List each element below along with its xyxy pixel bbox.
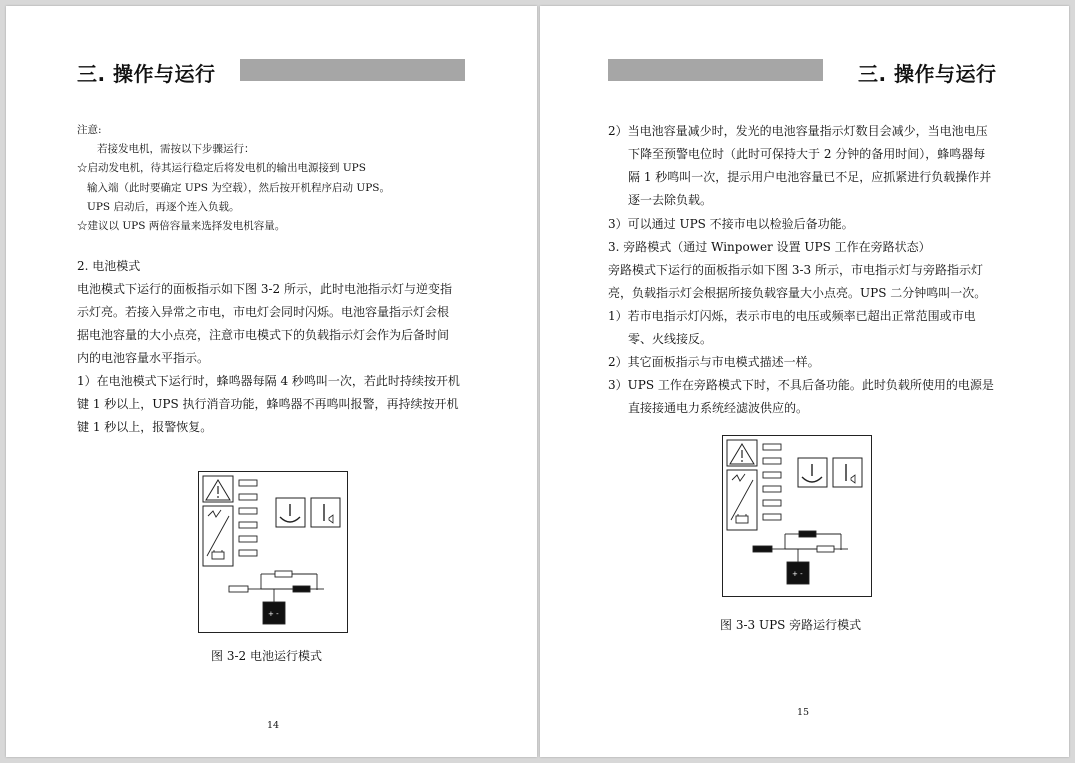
svg-text:+ -: + - <box>792 570 803 578</box>
figure-battery-mode-panel <box>198 471 348 633</box>
power-on-button-icon <box>798 458 827 487</box>
circuit-diagram-icon <box>753 531 848 584</box>
note-line: ☆建议以 UPS 两倍容量来选择发电机容量。 <box>77 220 286 232</box>
note-line: 输入端（此时要确定 UPS 为空载），然后按开机程序启动 UPS。 <box>87 182 390 194</box>
power-on-button-icon <box>276 498 305 527</box>
body-line: 电池模式下运行的面板指示如下图 3-2 所示，此时电池指示灯与逆变指 <box>77 282 452 296</box>
indicator-column-icon <box>727 470 757 530</box>
note-heading: 注意: <box>77 124 102 136</box>
figure-caption: 图 3-3 UPS 旁路运行模式 <box>720 618 862 632</box>
figure-caption: 图 3-2 电池运行模式 <box>211 649 322 663</box>
svg-text:+ -: + - <box>268 610 279 618</box>
body-line: 示灯亮。若接入异常之市电，市电灯会同时闪烁。电池容量指示灯会根 <box>77 305 450 319</box>
body-line: 2）当电池容量减少时，发光的电池容量指示灯数目会减少，当电池电压 <box>608 124 988 138</box>
body-line: 2）其它面板指示与市电模式描述一样。 <box>608 355 820 369</box>
page-left <box>6 6 537 757</box>
body-line: 据电池容量的大小点亮，注意市电模式下的负载指示灯会作为后备时间 <box>77 328 450 342</box>
header-bar <box>608 59 823 81</box>
led-indicators <box>239 480 257 556</box>
body-line: 亮，负载指示灯会根据所接负载容量大小点亮。UPS 二分钟鸣叫一次。 <box>608 286 987 300</box>
note-line: ☆启动发电机，待其运行稳定后将发电机的输出电源接到 UPS <box>77 162 366 174</box>
body-line: 旁路模式下运行的面板指示如下图 3-3 所示，市电指示灯与旁路指示灯 <box>608 263 983 277</box>
body-line: 3）可以通过 UPS 不接市电以检验后备功能。 <box>608 217 854 231</box>
body-line: 键 1 秒以上，报警恢复。 <box>77 420 213 434</box>
ups-panel-diagram <box>199 472 347 632</box>
body-line: 下降至预警电位时（此时可保持大于 2 分钟的备用时间），蜂鸣器每 <box>628 147 986 161</box>
section-heading: 2. 电池模式 <box>77 259 141 273</box>
warning-icon <box>727 440 757 466</box>
body-line: 3）UPS 工作在旁路模式下时，不具后备功能。此时负载所使用的电源是 <box>608 378 994 392</box>
circuit-diagram-icon <box>229 571 324 624</box>
body-line: 1）若市电指示灯闪烁，表示市电的电压或频率已超出正常范围或市电 <box>608 309 976 323</box>
page-title: 三. 操作与运行 <box>858 62 997 86</box>
body-line: 1）在电池模式下运行时，蜂鸣器每隔 4 秒鸣叫一次，若此时持续按开机 <box>77 374 460 388</box>
page-right <box>540 6 1069 757</box>
page-title: 三. 操作与运行 <box>77 62 216 86</box>
body-line: 直接接通电力系统经滤波供应的。 <box>628 401 809 415</box>
power-off-button-icon <box>833 458 862 487</box>
figure-bypass-mode-panel <box>722 435 872 597</box>
body-line: 键 1 秒以上，UPS 执行消音功能，蜂鸣器不再鸣叫报警，再持续按开机 <box>77 397 459 411</box>
power-off-button-icon <box>311 498 340 527</box>
page-number: 14 <box>267 720 280 731</box>
warning-icon <box>203 476 233 502</box>
body-line: 零、火线接反。 <box>628 332 713 346</box>
note-line: 若接发电机，需按以下步骤运行： <box>97 143 255 155</box>
indicator-column-icon <box>203 506 233 566</box>
header-bar <box>240 59 465 81</box>
body-line: 逐一去除负载。 <box>628 193 713 207</box>
body-line: 3. 旁路模式（通过 Winpower 设置 UPS 工作在旁路状态） <box>608 240 931 254</box>
body-line: 内的电池容量水平指示。 <box>77 351 210 365</box>
led-indicators <box>763 444 781 520</box>
ups-panel-diagram <box>723 436 871 596</box>
body-line: 隔 1 秒鸣叫一次，提示用户电池容量已不足，应抓紧进行负载操作并 <box>628 170 992 184</box>
note-line: UPS 启动后，再逐个连入负载。 <box>87 201 240 213</box>
page-number: 15 <box>797 707 810 718</box>
